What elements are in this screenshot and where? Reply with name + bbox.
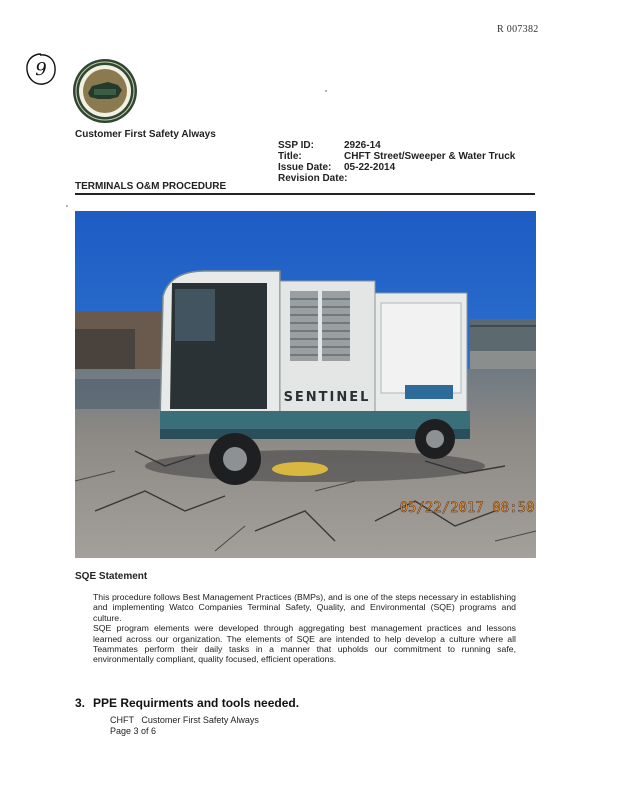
- header-rule: [75, 193, 535, 195]
- sqe-paragraph-1: This procedure follows Best Management Practices (BMPs), and is one of the steps necessary in establishing and implementing Watco Companies Terminal Safety, Quality, and Environmental (SQE) programs and culture.: [93, 592, 516, 623]
- ssp-id-label: SSP ID:: [278, 140, 314, 151]
- section-heading: [75, 696, 299, 710]
- vehicle-brand-text: SENTINEL: [283, 390, 371, 405]
- ssp-id-row: [278, 140, 515, 151]
- section-number: 3.: [75, 696, 86, 710]
- ssp-revision-label: Revision Date:: [278, 173, 348, 184]
- footer-page-number: Page 3 of 6: [110, 726, 157, 736]
- ssp-title-label: Title:: [278, 151, 302, 162]
- bates-number: R 007382: [497, 24, 539, 35]
- ssp-revision-row: [278, 173, 515, 184]
- ssp-issue-label: Issue Date:: [278, 162, 332, 173]
- street-sweeper-photo: [75, 211, 536, 558]
- section-title: PPE Requirments and tools needed.: [93, 696, 300, 710]
- ssp-issue-row: [278, 162, 515, 173]
- page-footer: [110, 715, 259, 737]
- company-seal-logo: [72, 58, 138, 124]
- ssp-id-value: 2926-14: [344, 140, 381, 151]
- scan-speck: [66, 205, 68, 207]
- footer-line-1: CHFT Customer First Safety Always: [110, 715, 259, 725]
- handwritten-number: 9: [35, 59, 47, 80]
- procedure-heading: TERMINALS O&M PROCEDURE: [75, 181, 227, 192]
- sqe-paragraph-2: SQE program elements were developed through aggregating best management practices and lessons learned across our organization. The elements of SQE are intended to help develop a culture where all Teammates perform their daily tasks in a manner that upholds our commitment to running safe, environmentally compliant, quality focused, efficient operations.: [93, 623, 516, 665]
- handwritten-page-mark: [24, 52, 58, 86]
- scan-speck: [325, 90, 327, 92]
- ssp-issue-value: 05-22-2014: [344, 162, 396, 173]
- ssp-title-value: CHFT Street/Sweeper & Water Truck: [344, 151, 516, 162]
- photo-timestamp: 05/22/2017 08:50: [399, 500, 535, 516]
- ssp-title-row: [278, 151, 515, 162]
- ssp-metadata: [278, 140, 515, 184]
- sqe-heading: SQE Statement: [75, 571, 148, 582]
- company-tagline: Customer First Safety Always: [75, 129, 216, 140]
- sqe-statement-body: [93, 592, 516, 665]
